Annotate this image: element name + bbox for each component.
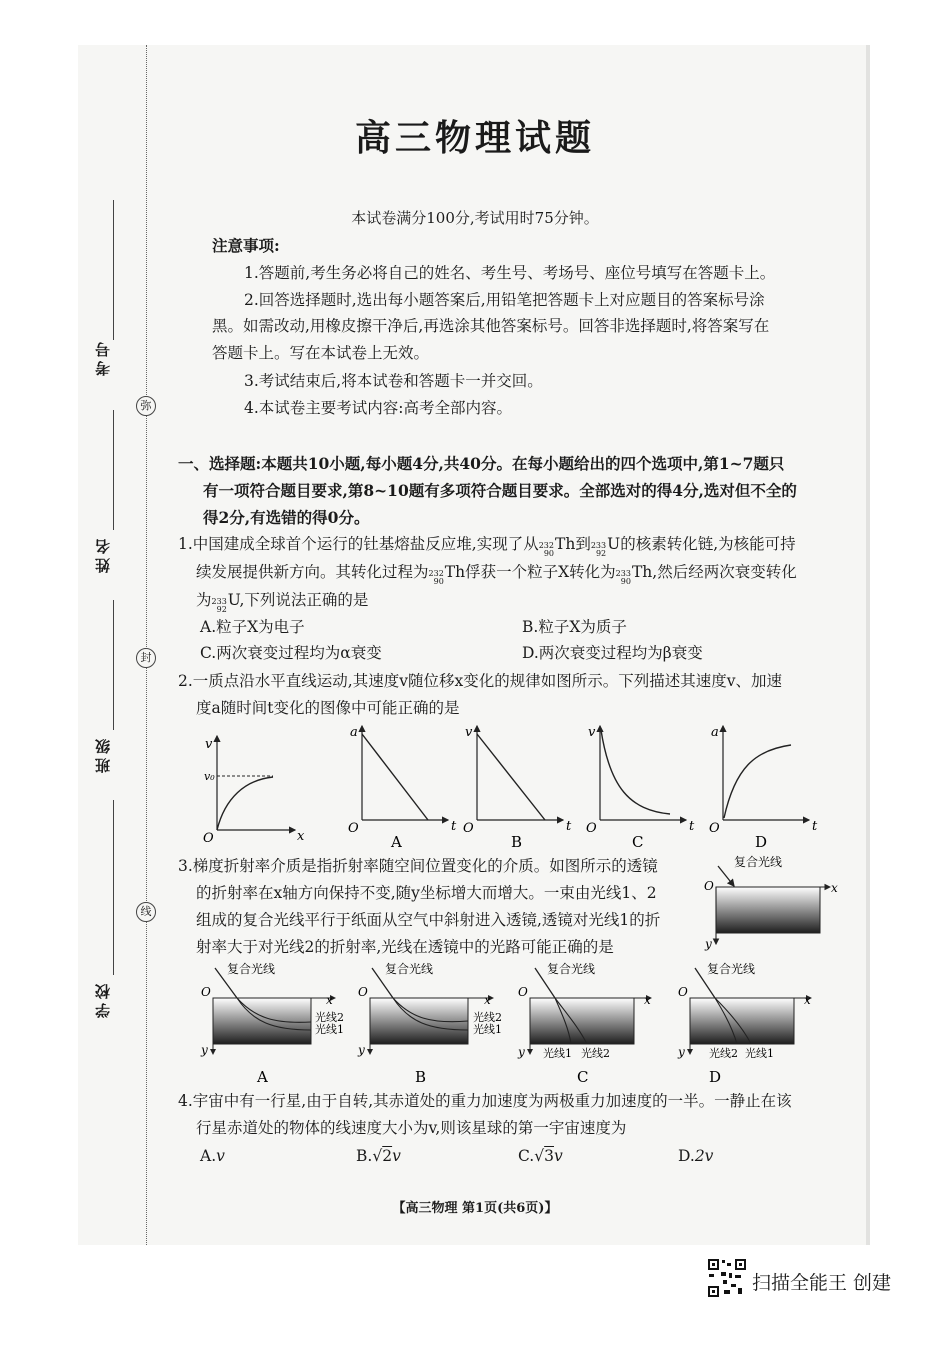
axis-label: v: [588, 725, 596, 740]
seal-mark: 线: [136, 902, 156, 922]
notice-line: 1.答题前,考生务必将自己的姓名、考生号、考场号、座位号填写在答题卡上。: [244, 264, 776, 282]
option-label: D: [709, 1068, 722, 1086]
q3-stem-line3: 组成的复合光线平行于纸面从空气中斜射进入透镜,透镜对光线1的折: [196, 911, 661, 929]
margin-label-name: 姓名: [94, 535, 112, 573]
exam-info: 本试卷满分100分,考试用时75分钟。: [351, 209, 599, 227]
margin-label-school: 学校: [94, 980, 112, 1018]
q3-option-a: [200, 961, 344, 1086]
q2-graph-d: [709, 725, 818, 851]
axis-label: a: [350, 725, 358, 740]
notice-line: 4.本试卷主要考试内容:高考全部内容。: [244, 399, 513, 417]
q2-graph-a: [348, 725, 457, 851]
axis-label: x: [326, 993, 333, 1007]
q4-option-c: C.√3v: [518, 1147, 563, 1165]
q3-lens-figure: [700, 852, 840, 952]
axis-label: t: [451, 819, 457, 834]
axis-label: t: [689, 819, 695, 834]
q3-option-d: [677, 961, 811, 1086]
notice-line: 2.回答选择题时,选出每小题答案后,用铅笔把答题卡上对应题目的答案标号涂: [244, 291, 765, 309]
seal-mark: 弥: [136, 396, 156, 416]
origin-label: O: [463, 821, 474, 836]
notice-line: 黑。如需改动,用橡皮擦干净后,再选涂其他答案标号。回答非选择题时,将答案写在: [212, 317, 770, 335]
ray-label: 光线1: [315, 1023, 344, 1036]
q3-option-c: [517, 961, 651, 1086]
qr-code-icon: [707, 1258, 747, 1298]
origin-label: O: [704, 879, 714, 893]
notice-line: 答题卡上。写在本试卷上无效。: [212, 344, 430, 362]
q4-option-a: A.v: [200, 1147, 225, 1165]
axis-label: y: [358, 1043, 365, 1057]
notice-line: 3.考试结束后,将本试卷和答题卡一并交回。: [244, 372, 543, 390]
axis-label: v: [465, 725, 473, 740]
q2-stem-line2: 度a随时间t变化的图像中可能正确的是: [196, 699, 460, 717]
origin-label: O: [518, 985, 528, 999]
option-label: B: [511, 833, 523, 851]
q4-option-b: B.√2v: [356, 1147, 401, 1165]
axis-label: t: [566, 819, 572, 834]
section-instructions: 一、选择题:本题共10小题,每小题4分,共40分。在每小题给出的四个选项中,第1~7题只: [178, 454, 785, 473]
margin-underline: [113, 800, 114, 975]
origin-label: O: [678, 985, 688, 999]
section-instructions: 有一项符合题目要求,第8~10题有多项符合题目要求。全部选对的得4分,选对但不全的: [203, 481, 797, 500]
notice-heading: 注意事项:: [212, 236, 280, 255]
q4-option-d: D.2v: [678, 1147, 714, 1165]
axis-label: x: [484, 993, 491, 1007]
q2-stem-line1: 2.一质点沿水平直线运动,其速度v随位移x变化的规律如图所示。下列描述其速度v、加速: [178, 672, 782, 690]
q1-stem-line2: 续发展提供新方向。其转化过程为 232 90 Th俘获一个粒子X转化为 233 90 Th,然后经两次衰变转化: [196, 563, 797, 586]
q2-graph-c: [586, 725, 695, 851]
beam-label: 复合光线: [547, 962, 596, 976]
axis-label: t: [812, 819, 818, 834]
axis-label: x: [644, 993, 651, 1007]
q3-option-b: [357, 961, 502, 1086]
seal-mark: 封: [136, 648, 156, 668]
origin-label: O: [201, 985, 211, 999]
q1-option-c: C.两次衰变过程均为α衰变: [200, 644, 382, 662]
q1-stem-line3: 为 233 92 U,下列说法正确的是: [196, 591, 369, 614]
origin-label: O: [203, 831, 214, 846]
ray-label: 光线1: [745, 1047, 774, 1060]
axis-label: a: [711, 725, 719, 740]
beam-label: 复合光线: [385, 962, 434, 976]
origin-label: O: [709, 821, 720, 836]
ray-label: 光线1: [543, 1047, 572, 1060]
v0-label: v₀: [204, 770, 215, 783]
axis-label: y: [518, 1045, 525, 1059]
q4-stem-line1: 4.宇宙中有一行星,由于自转,其赤道处的重力加速度为两极重力加速度的一半。一静止在该: [178, 1092, 792, 1110]
q2-graphs: [195, 718, 835, 853]
q1-stem-line1: 1.中国建成全球首个运行的钍基熔盐反应堆,实现了从 232 90 Th到 233 92 U的核素转化链,为核能可持: [178, 535, 796, 558]
option-label: C: [632, 833, 644, 851]
option-label: C: [577, 1068, 589, 1086]
margin-label-exam-no: 考号: [94, 338, 112, 376]
ray-label: 光线2: [473, 1011, 502, 1024]
q1-option-a: A.粒子X为电子: [200, 618, 305, 636]
beam-label: 复合光线: [227, 962, 276, 976]
q3-stem-line1: 3.梯度折射率介质是指折射率随空间位置变化的介质。如图所示的透镜: [178, 857, 658, 875]
q4-stem-line2: 行星赤道处的物体的线速度大小为v,则该星球的第一宇宙速度为: [196, 1119, 627, 1137]
q3-stem-line4: 射率大于对光线2的折射率,光线在透镜中的光路可能正确的是: [196, 938, 614, 956]
origin-label: O: [348, 821, 359, 836]
beam-label: 复合光线: [734, 855, 783, 869]
ray-label: 光线1: [473, 1023, 502, 1036]
q2-graph-b: [463, 725, 572, 851]
axis-label: v: [205, 737, 213, 752]
page-title: 高三物理试题: [354, 117, 595, 159]
axis-label: y: [678, 1045, 685, 1059]
q1-option-b: B.粒子X为质子: [522, 618, 627, 636]
axis-label: x: [804, 993, 811, 1007]
axis-label: x: [831, 881, 838, 895]
ray-label: 光线2: [709, 1047, 738, 1060]
axis-label: y: [201, 1043, 208, 1057]
ray-label: 光线2: [581, 1047, 610, 1060]
origin-label: O: [586, 821, 597, 836]
option-label: A: [257, 1068, 268, 1086]
option-label: A: [391, 833, 402, 851]
axis-label: y: [705, 937, 712, 951]
margin-label-class: 班级: [94, 735, 112, 773]
section-instructions: 得2分,有选错的得0分。: [203, 508, 370, 527]
margin-underline: [113, 410, 114, 530]
q3-stem-line2: 的折射率在x轴方向保持不变,随y坐标增大而增大。一束由光线1、2: [196, 884, 657, 902]
axis-label: x: [297, 829, 305, 844]
beam-label: 复合光线: [707, 962, 756, 976]
option-label: D: [755, 833, 768, 851]
page-footer: 【高三物理 第1页(共6页)】: [392, 1201, 558, 1216]
q2-reference-graph: [203, 736, 305, 846]
scanner-watermark: 扫描全能王 创建: [752, 1272, 892, 1294]
q3-options: [195, 958, 855, 1088]
margin-underline: [113, 600, 114, 730]
option-label: B: [415, 1068, 427, 1086]
origin-label: O: [358, 985, 368, 999]
ray-label: 光线2: [315, 1011, 344, 1024]
q1-option-d: D.两次衰变过程均为β衰变: [522, 644, 703, 662]
